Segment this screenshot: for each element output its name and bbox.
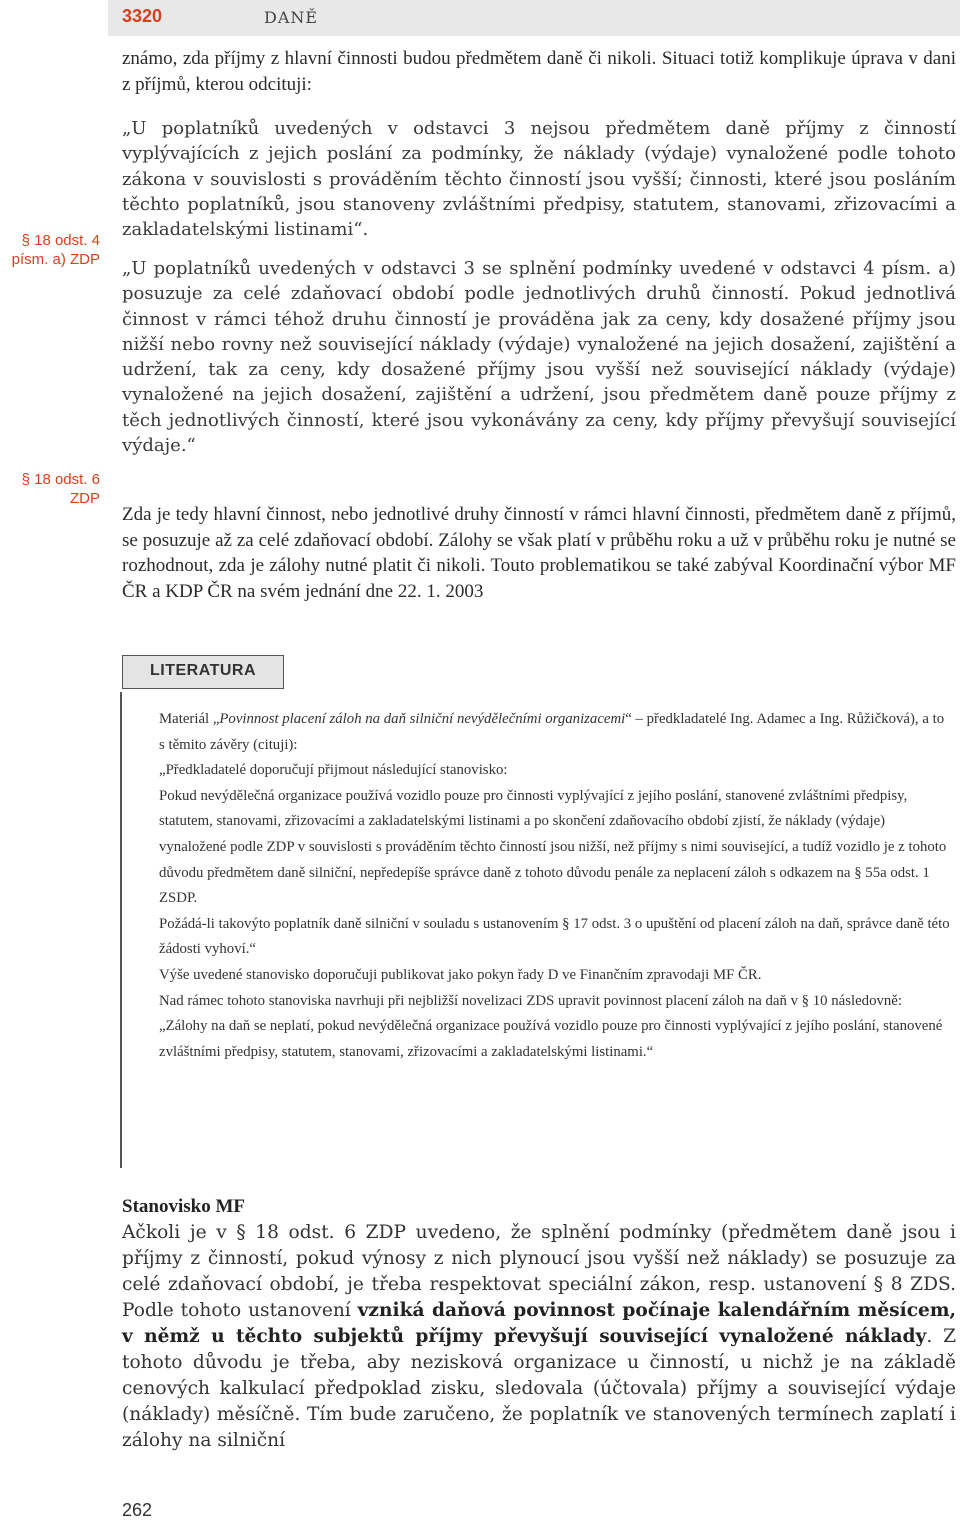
header-band	[108, 0, 960, 36]
stanovisko-paragraph: Ačkoli je v § 18 odst. 6 ZDP uvedeno, že splnění podmínky (předmětem daně jsou i příjmy z činností, pokud výnosy z nich plynoucí jsou vyšší než náklady) se posuzuje za celé zdaňovací období, je třeba respektovat speciální zákon, resp. ustanovení § 8 ZDS. Podle tohoto ustanovení vzniká daňová povinnost počínaje kalendářním měsícem, v němž u těchto subjektů příjmy převyšují související vynaložené náklady. Z tohoto důvodu je třeba, aby nezisková organizace u činností, u nichž je na základě cenových kalkulací předpoklad zisku, sledovala (účtovala) příjmy a související výdaje (náklady) měsíčně. Tím bude zaručeno, že poplatník ve stanovených termínech zaplatí i zálohy na silniční	[122, 1222, 956, 1451]
page-header	[0, 0, 960, 36]
literature-paragraph: „Předkladatelé doporučují přijmout následující stanovisko:	[159, 762, 508, 779]
intro-paragraph: známo, zda příjmy z hlavní činnosti budou předmětem daně či nikoli. Situaci totiž komplikuje úprava v dani z příjmů, kterou odcituji:	[122, 48, 956, 95]
literature-intro-title: Povinnost placení záloh na daň silniční nevýdělečními organizacemi	[219, 711, 626, 727]
literature-paragraph: Výše uvedené stanovisko doporučuji publikovat jako pokyn řady D ve Finančním zpravodaji MF ČR.	[159, 966, 762, 983]
stanovisko-heading: Stanovisko MF	[122, 1196, 245, 1217]
literature-paragraph: Požádá-li takovýto poplatník daně silniční v souladu s ustanovením § 17 odst. 3 o upuštění od placení záloh na daň, správce daně této žádosti vyhoví.“	[159, 915, 950, 958]
header-section-title: DANĚ	[264, 8, 319, 27]
quote-paragraph-2: „U poplatníků uvedených v odstavci 3 se splnění podmínky uvedené v odstavci 4 písm. a) posuzuje za celé zdaňovací období podle jednotlivých druhů činností. Pokud jednotlivá činnost v rámci téhož druhu činností je prováděna jak za ceny, kdy dosažené příjmy jsou nižší nebo rovny než související náklady (výdaje) vynaložené na jejich dosažení, zajištění a udržení, tak za ceny, kdy dosažené příjmy jsou vyšší než související náklady (výdaje) vynaložené na jejich dosažení, zajištění a udržení, jsou předmětem daně pouze příjmy z těch jednotlivých činností, které jsou vykonávány za ceny, kdy příjmy převyšují související výdaje.“	[122, 258, 956, 457]
literature-paragraph: „Zálohy na daň se neplatí, pokud nevýdělečná organizace používá vozidlo pouze pro činnosti vyplývající z jejího poslání, stanovené zvláštními předpisy, statutem, stanovami, zřizovacími a zakladatelskými listinami.“	[159, 1018, 943, 1060]
page-number: 262	[122, 1500, 153, 1520]
literature-paragraph: Nad rámec tohoto stanoviska navrhuji při nejbližší novelizaci ZDS upravit povinnost placení záloh na daň v § 10 následovně:	[159, 992, 902, 1009]
literature-intro: Materiál „Povinnost placení záloh na daň silniční nevýdělečními organizacemi“ – předkladatelé Ing. Adamec a Ing. Růžičková), a to s těmito závěry (cituji):	[159, 711, 945, 753]
literature-rule	[120, 692, 122, 1168]
literature-text	[159, 707, 951, 1065]
literature-paragraph: Pokud nevýdělečná organizace používá vozidlo pouze pro činnosti vyplývající z jejího poslání, stanovené zvláštními předpisy, statutem, stanovami, zřizovacími a zakladatelskými listinami a po skončení zdaňovacího období zjistí, že náklady (výdaje) vynaložené podle ZDP v souvislosti s prováděním těchto činností jsou nižší, než příjmy s nimi související, a tudíž vozidlo je z tohoto důvodu předmětem daně silniční, nepředepíše správce daně z tohoto důvodu penále za neplacení záloh s odkazem na § 55a odst. 1 ZSDP.	[159, 787, 947, 907]
header-page-ref: 3320	[122, 6, 163, 26]
body-paragraph-2: Zda je tedy hlavní činnost, nebo jednotlivé druhy činností v rámci hlavní činnosti, předmětem daně z příjmů, se posuzuje až za celé zdaňovací období. Zálohy se však platí v průběhu roku a už v průběhu roku je nutné se rozhodnout, zda je zálohy nutné platit či nikoli. Touto problematikou se také zabýval Koordinační výbor MF ČR a KDP ČR na svém jednání dne 22. 1. 2003	[122, 504, 956, 602]
margin-note-18-6: § 18 odst. 6 ZDP	[21, 471, 100, 507]
margin-note-18-4: § 18 odst. 4 písm. a) ZDP	[11, 232, 100, 268]
literature-label: LITERATURA	[149, 662, 257, 679]
stanovisko-bold-text: vzniká daňová povinnost počínaje kalendářním měsícem, v němž u těchto subjektů příjmy převyšují související vynaložené náklady	[122, 1300, 956, 1347]
literature-label-box	[122, 655, 284, 689]
quote-paragraph-1: „U poplatníků uvedených v odstavci 3 nejsou předmětem daně příjmy z činností vyplývajících z jejich poslání za podmínky, že náklady (výdaje) vynaložené podle tohoto zákona v souvislosti s prováděním těchto činností jsou vyšší; činnosti, které jsou posláním těchto poplatníků, jsou stanoveny zvláštními předpisy, statutem, stanovami, zřizovacími a zakladatelskými listinami“.	[122, 118, 956, 241]
